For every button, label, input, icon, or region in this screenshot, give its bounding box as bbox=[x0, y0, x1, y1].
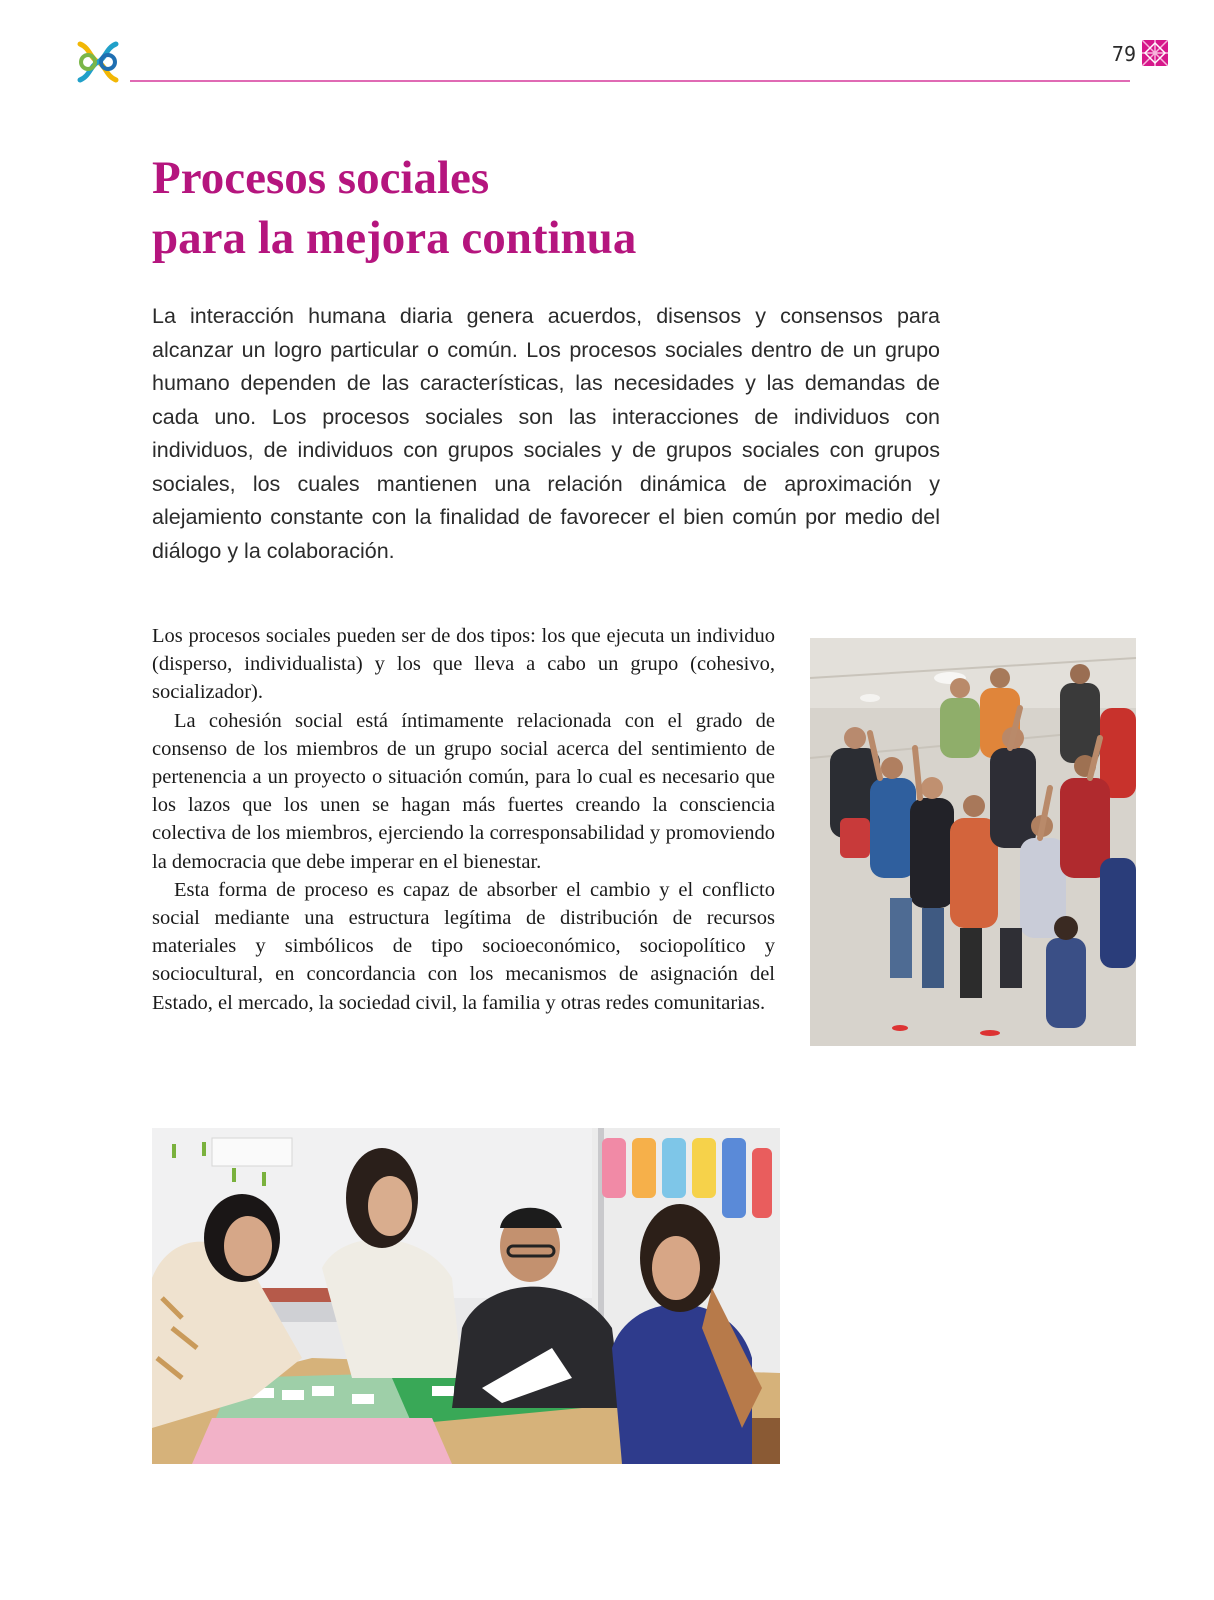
header-rule bbox=[130, 80, 1130, 82]
body-paragraph-2: La cohesión social está íntimamente relacionada con el grado de consenso de los miembros de un grupo social acerca del sentimiento de pertenencia a un proyecto o situación común, para lo cual es necesario que los lazos que los unen se hagan más fuertes creando la consciencia colectiva de los miembros, ejerciendo la corresponsabilidad y promoviendo la democracia que debe imperar en el bienestar. bbox=[152, 709, 775, 873]
crowd-raising-hands-photo bbox=[810, 638, 1136, 1046]
body-paragraph-3: Esta forma de proceso es capaz de absorber el cambio y el conflicto social mediante una estructura legítima de distribución de recursos materiales y simbólicos de tipo socioeconómico, sociopolítico y sociocultural, en concordancia con los mecanismos de asignación del Estado, el mercado, la sociedad civil, la familia y otras redes comunitarias. bbox=[152, 878, 775, 1014]
body-paragraph-1: Los procesos sociales pueden ser de dos tipos: los que ejecuta un individuo (disperso, individualista) y los que lleva a cabo un grupo (cohesivo, socializador). bbox=[152, 625, 775, 704]
page-number: 79 bbox=[1111, 42, 1136, 66]
page-title bbox=[152, 148, 852, 268]
group-working-at-table-photo bbox=[152, 1128, 780, 1464]
intro-paragraph: La interacción humana diaria genera acuerdos, disensos y consensos para alcanzar un logro particular o común. Los procesos sociales dentro de un grupo humano dependen de las características, las necesidades y las demandas de cada uno. Los procesos sociales son las interacciones de individuos con individuos, de individuos con grupos sociales y de grupos sociales con grupos sociales, los cuales mantienen una relación dinámica de aproximación y alejamiento constante con la finalidad de favorecer el bien común por medio del diálogo y la colaboración. bbox=[152, 304, 940, 563]
interlaced-figure-logo-icon bbox=[74, 38, 122, 86]
title-line-1: Procesos sociales bbox=[152, 152, 490, 204]
magenta-pattern-icon bbox=[1142, 40, 1168, 66]
body-text-column bbox=[152, 622, 775, 1017]
title-line-2: para la mejora continua bbox=[152, 212, 637, 264]
